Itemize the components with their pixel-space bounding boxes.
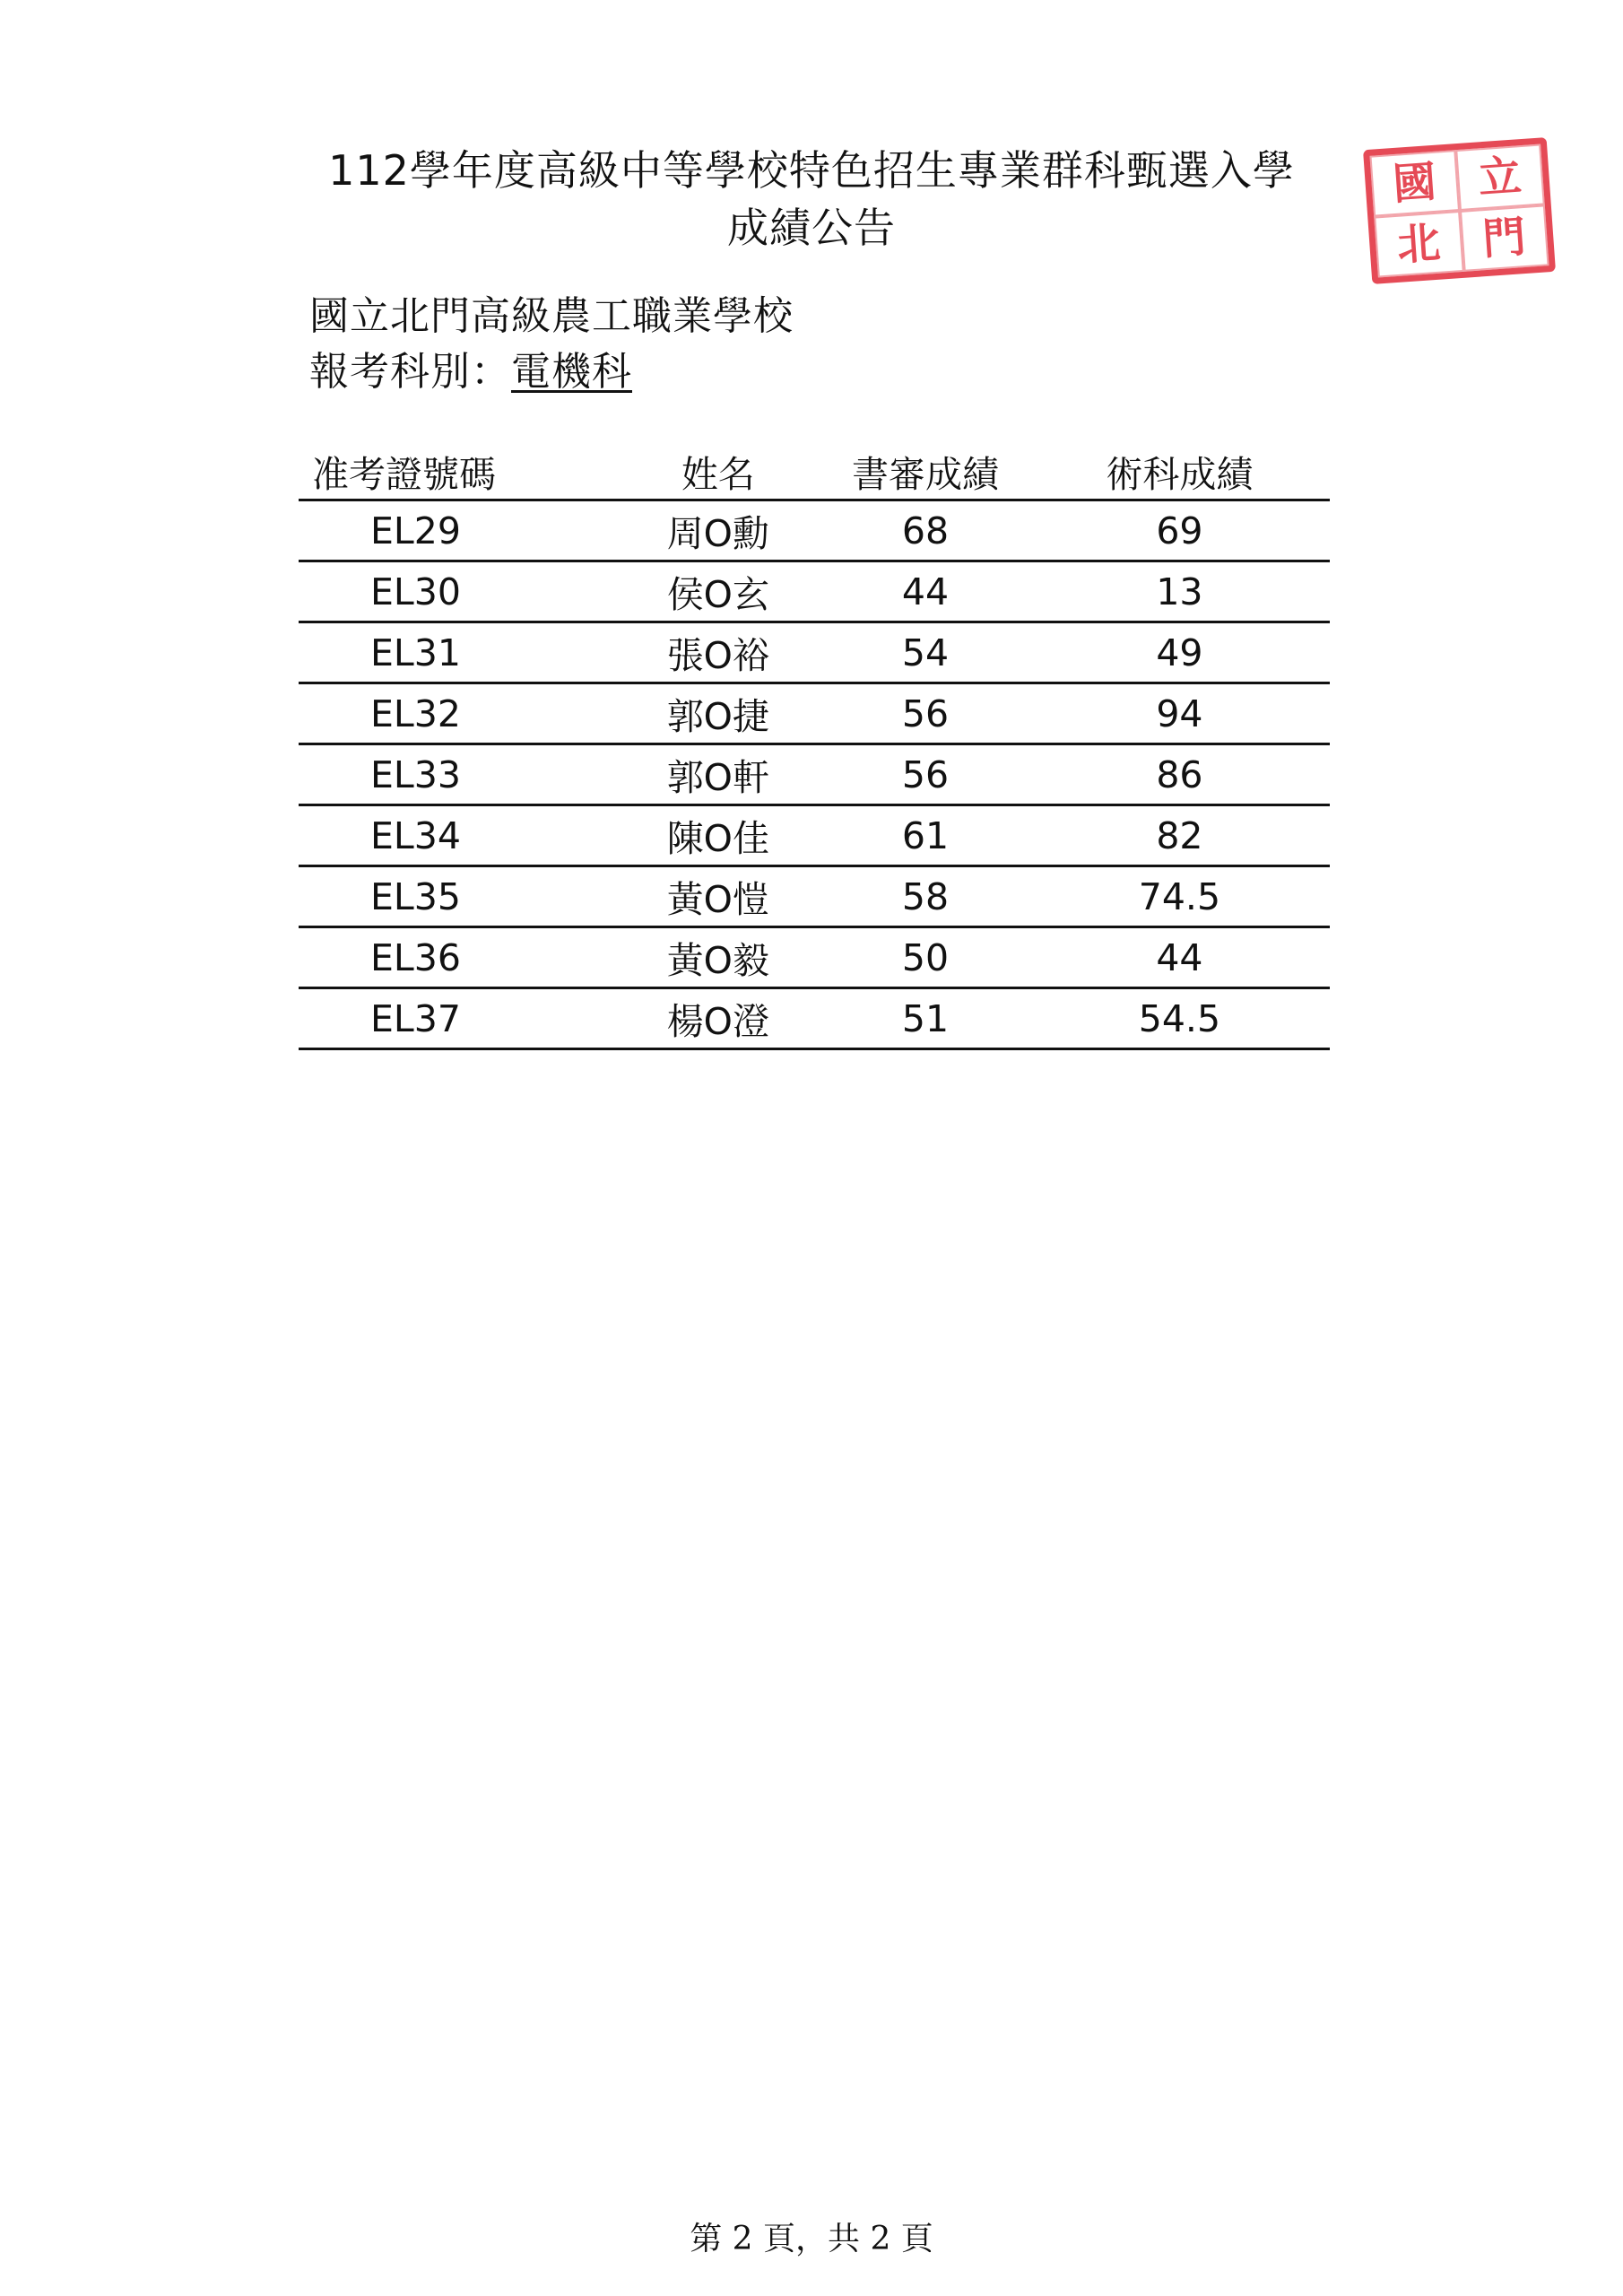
official-seal xyxy=(1363,137,1556,284)
table-row xyxy=(299,561,1330,622)
cell-exam-id: EL31 xyxy=(299,622,615,683)
table-row xyxy=(299,683,1330,744)
cell-exam-id: EL35 xyxy=(299,866,615,927)
cell-skill-score: 74.5 xyxy=(1029,866,1330,927)
header-skill-score: 術科成績 xyxy=(1029,443,1330,500)
score-table xyxy=(299,443,1330,1050)
department-value: 電機科 xyxy=(511,349,632,395)
table-row xyxy=(299,988,1330,1049)
cell-skill-score: 69 xyxy=(1029,500,1330,561)
header-name: 姓名 xyxy=(615,443,822,500)
cell-name: 陳O佳 xyxy=(615,805,822,866)
cell-doc-score: 56 xyxy=(821,683,1029,744)
cell-exam-id: EL33 xyxy=(299,744,615,805)
cell-skill-score: 94 xyxy=(1029,683,1330,744)
school-name: 國立北門高級農工職業學校 xyxy=(309,293,794,339)
page-number: 第 2 頁，共 2 頁 xyxy=(690,2221,933,2257)
cell-name: 周O勳 xyxy=(615,500,822,561)
table-row xyxy=(299,805,1330,866)
table-row xyxy=(299,866,1330,927)
cell-name: 黃O愷 xyxy=(615,866,822,927)
cell-name: 張O裕 xyxy=(615,622,822,683)
cell-skill-score: 44 xyxy=(1029,927,1330,988)
header-doc-score: 書審成績 xyxy=(821,443,1029,500)
table-header-row xyxy=(299,443,1330,500)
cell-doc-score: 44 xyxy=(821,561,1029,622)
cell-exam-id: EL32 xyxy=(299,683,615,744)
cell-doc-score: 50 xyxy=(821,927,1029,988)
seal-char: 立 xyxy=(1455,144,1545,211)
cell-name: 楊O澄 xyxy=(615,988,822,1049)
cell-name: 郭O捷 xyxy=(615,683,822,744)
table-row xyxy=(299,927,1330,988)
page-title xyxy=(269,142,1354,257)
cell-skill-score: 49 xyxy=(1029,622,1330,683)
table-row xyxy=(299,744,1330,805)
cell-doc-score: 61 xyxy=(821,805,1029,866)
table-row xyxy=(299,500,1330,561)
seal-char: 門 xyxy=(1460,204,1549,271)
department-label: 報考科別： xyxy=(309,349,511,395)
cell-skill-score: 13 xyxy=(1029,561,1330,622)
cell-exam-id: EL36 xyxy=(299,927,615,988)
cell-name: 侯O玄 xyxy=(615,561,822,622)
header-exam-id: 准考證號碼 xyxy=(299,443,615,500)
cell-doc-score: 51 xyxy=(821,988,1029,1049)
cell-skill-score: 86 xyxy=(1029,744,1330,805)
department-line xyxy=(309,344,632,400)
cell-exam-id: EL34 xyxy=(299,805,615,866)
cell-name: 黃O毅 xyxy=(615,927,822,988)
title-line-1: 112學年度高級中等學校特色招生專業群科甄選入學 xyxy=(328,146,1295,195)
cell-skill-score: 82 xyxy=(1029,805,1330,866)
cell-doc-score: 68 xyxy=(821,500,1029,561)
cell-doc-score: 54 xyxy=(821,622,1029,683)
cell-doc-score: 56 xyxy=(821,744,1029,805)
cell-skill-score: 54.5 xyxy=(1029,988,1330,1049)
cell-doc-score: 58 xyxy=(821,866,1029,927)
cell-exam-id: EL30 xyxy=(299,561,615,622)
title-line-2: 成績公告 xyxy=(727,204,896,252)
table-row xyxy=(299,622,1330,683)
seal-char: 北 xyxy=(1374,211,1463,277)
cell-exam-id: EL37 xyxy=(299,988,615,1049)
cell-name: 郭O軒 xyxy=(615,744,822,805)
cell-exam-id: EL29 xyxy=(299,500,615,561)
seal-char: 國 xyxy=(1369,150,1459,216)
